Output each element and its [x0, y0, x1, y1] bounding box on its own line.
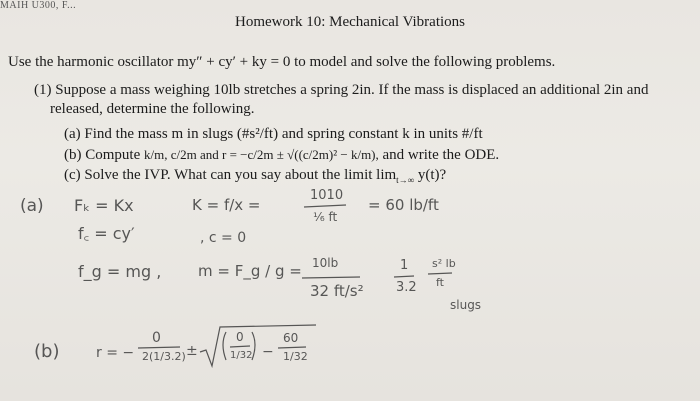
hw-k-equation: K = f/x = — [192, 196, 261, 214]
hw-m-denominator: 32 ft/s² — [310, 282, 364, 300]
hw-sqrt-minus: − — [262, 344, 274, 360]
sqrt-left-paren — [223, 332, 226, 360]
problem-1-line-2: released, determine the following. — [50, 101, 255, 117]
hw-a-label: (a) — [20, 196, 44, 216]
hw-r-frac-denominator: 2(1/3.2) — [142, 350, 186, 363]
hw-m-result-numerator: 1 — [400, 258, 409, 273]
part-b-suffix: and write the ODE. — [382, 147, 500, 163]
hw-plus-minus: ± — [186, 343, 198, 359]
hw-sqrt-inner-numerator: 0 — [236, 330, 244, 344]
hw-spring-force: Fₖ = Kx — [74, 196, 134, 215]
sqrt-inner-fraction-bar — [230, 346, 250, 347]
hw-r-equation: r = − — [96, 345, 135, 361]
k-fraction-bar — [304, 205, 346, 207]
m-fraction-bar — [302, 277, 360, 278]
hw-m-unit-numerator: s² lb — [432, 257, 456, 270]
part-a-text: (a) Find the mass m in slugs (#s²/ft) and spring constant k in units #/ft — [64, 126, 483, 142]
hw-m-equation: m = F_g / g = — [198, 262, 302, 280]
instruction-text: Use the harmonic oscillator my″ + cy′ + ky = 0 to model and solve the following problems. — [8, 54, 556, 70]
problem-1-line-1: (1) Suppose a mass weighing 10lb stretches a spring 2in. If the mass is displaced an additional 2in and — [34, 82, 649, 98]
top-strip-text: MAIH U300, F... — [0, 0, 77, 11]
hw-sqrt-k-denominator: 1/32 — [283, 350, 308, 363]
page-title: Homework 10: Mechanical Vibrations — [234, 14, 466, 30]
hw-k-denominator: ¹⁄₆ ft — [313, 210, 338, 224]
m-result-fraction-bar — [394, 276, 414, 277]
part-c-end: y(t)? — [417, 167, 447, 183]
sqrt-right-paren — [252, 332, 255, 360]
hw-sqrt-inner-denominator: 1/32 — [230, 350, 253, 361]
hw-m-numerator: 10lb — [312, 256, 339, 270]
r-fraction-bar — [138, 347, 180, 348]
hw-k-result: = 60 lb/ft — [368, 196, 439, 214]
hw-slugs: slugs — [450, 298, 482, 312]
hw-r-frac-numerator: 0 — [152, 330, 161, 346]
hw-k-numerator: 1010 — [310, 188, 344, 203]
m-unit-fraction-bar — [428, 273, 452, 274]
hw-damping-force: f꜀ = cy′ — [78, 224, 135, 243]
hw-gravity-force: f_g = mg , — [78, 262, 162, 281]
hw-m-result-denominator: 3.2 — [396, 280, 417, 295]
hw-m-unit-denominator: ft — [436, 276, 444, 289]
sqrt-radical-sign — [200, 325, 316, 366]
part-c-subscript: t→∞ — [396, 175, 415, 185]
hw-c-equation: , c = 0 — [200, 230, 247, 246]
part-b-prefix: (b) Compute — [64, 147, 141, 163]
sqrt-k-fraction-bar — [278, 347, 306, 348]
hw-b-label: (b) — [34, 341, 60, 362]
part-c-main: (c) Solve the IVP. What can you say about the limit lim — [64, 167, 397, 183]
hw-sqrt-k-numerator: 60 — [283, 331, 299, 345]
part-b-terms: k/m, c/2m and r = −c/2m ± √((c/2m)² − k/m), — [144, 147, 379, 162]
